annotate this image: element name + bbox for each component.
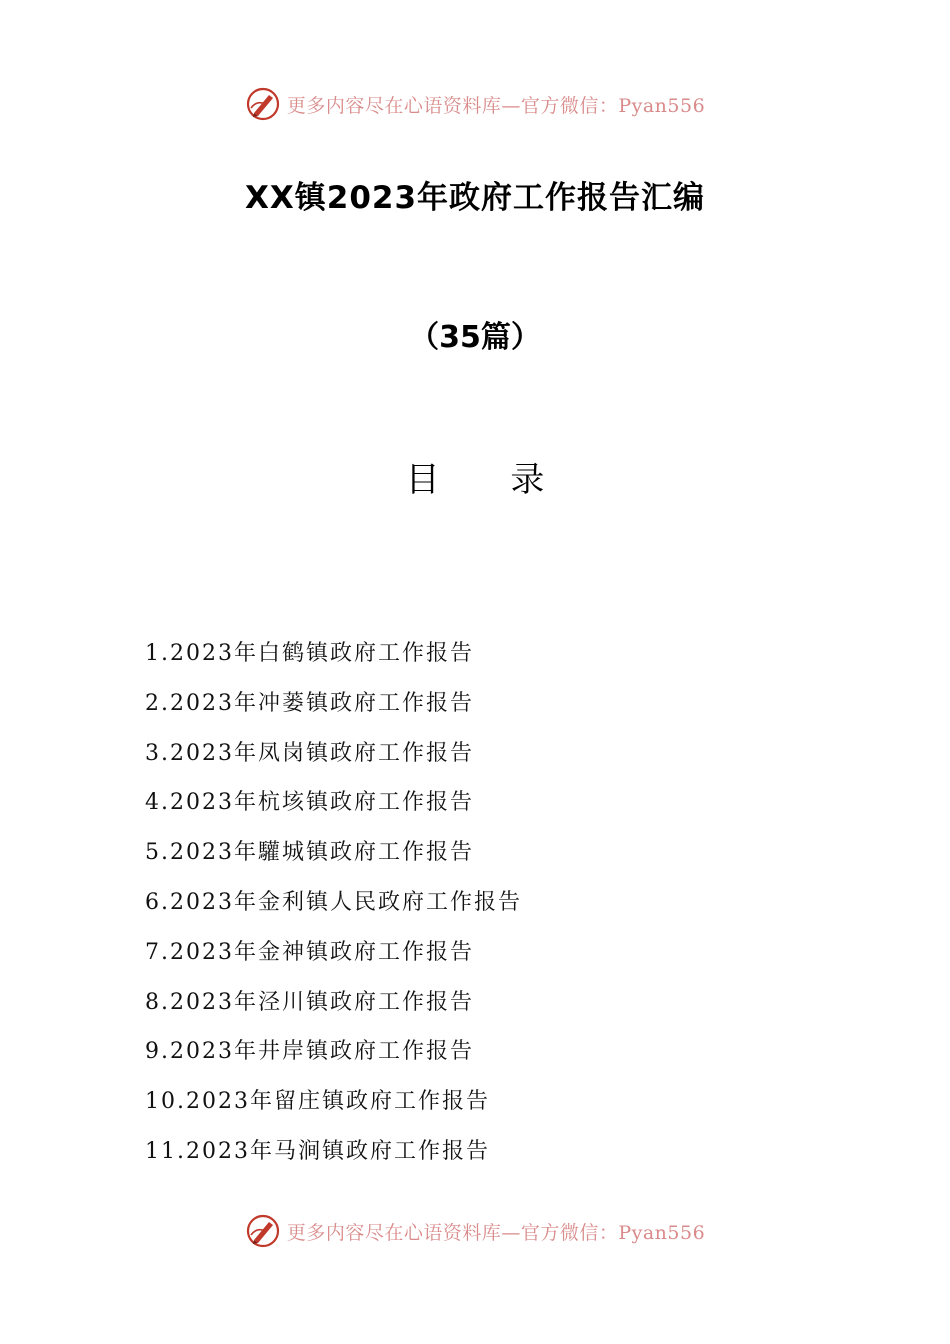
document-subtitle: （35篇）: [409, 320, 541, 355]
toc-item-text: 7.2023年金神镇政府工作报告: [145, 939, 474, 965]
header-banner: [0, 84, 950, 124]
toc-item[interactable]: [145, 935, 522, 985]
toc-item[interactable]: [145, 1084, 522, 1134]
toc-item[interactable]: [145, 985, 522, 1035]
toc-item-text: 8.2023年泾川镇政府工作报告: [145, 989, 474, 1015]
toc-item-text: 5.2023年驩城镇政府工作报告: [145, 840, 474, 866]
toc-item[interactable]: [145, 1034, 522, 1084]
toc-item[interactable]: [145, 636, 522, 686]
footer-banner-content: [245, 1213, 705, 1249]
header-banner-content: [245, 86, 705, 122]
document-title: XX镇2023年政府工作报告汇编: [244, 180, 706, 216]
toc-heading: 目 录: [405, 460, 575, 500]
pen-logo-icon: [245, 86, 281, 122]
toc-list: [145, 636, 522, 1184]
toc-item-text: 1.2023年白鹤镇政府工作报告: [145, 641, 474, 666]
toc-item-text: 4.2023年杭垓镇政府工作报告: [145, 790, 474, 816]
header-banner-text: 更多内容尽在心语资料库—官方微信：Pyan556: [286, 94, 706, 117]
toc-item[interactable]: [145, 785, 522, 835]
toc-item[interactable]: [145, 736, 522, 786]
toc-item-text: 11.2023年马涧镇政府工作报告: [145, 1138, 490, 1164]
pen-logo-icon: [245, 1213, 281, 1249]
footer-banner: [0, 1211, 950, 1251]
footer-banner-text: 更多内容尽在心语资料库—官方微信：Pyan556: [286, 1221, 706, 1244]
toc-item-text: 3.2023年凤岗镇政府工作报告: [145, 740, 474, 766]
toc-item-text: 6.2023年金利镇人民政府工作报告: [145, 889, 522, 915]
toc-item-text: 2.2023年冲蒌镇政府工作报告: [145, 690, 474, 716]
toc-item-text: 9.2023年井岸镇政府工作报告: [145, 1039, 474, 1065]
toc-item[interactable]: [145, 1134, 522, 1184]
toc-item[interactable]: [145, 835, 522, 885]
toc-item[interactable]: [145, 686, 522, 736]
toc-item[interactable]: [145, 885, 522, 935]
toc-item-text: 10.2023年留庄镇政府工作报告: [145, 1089, 490, 1115]
